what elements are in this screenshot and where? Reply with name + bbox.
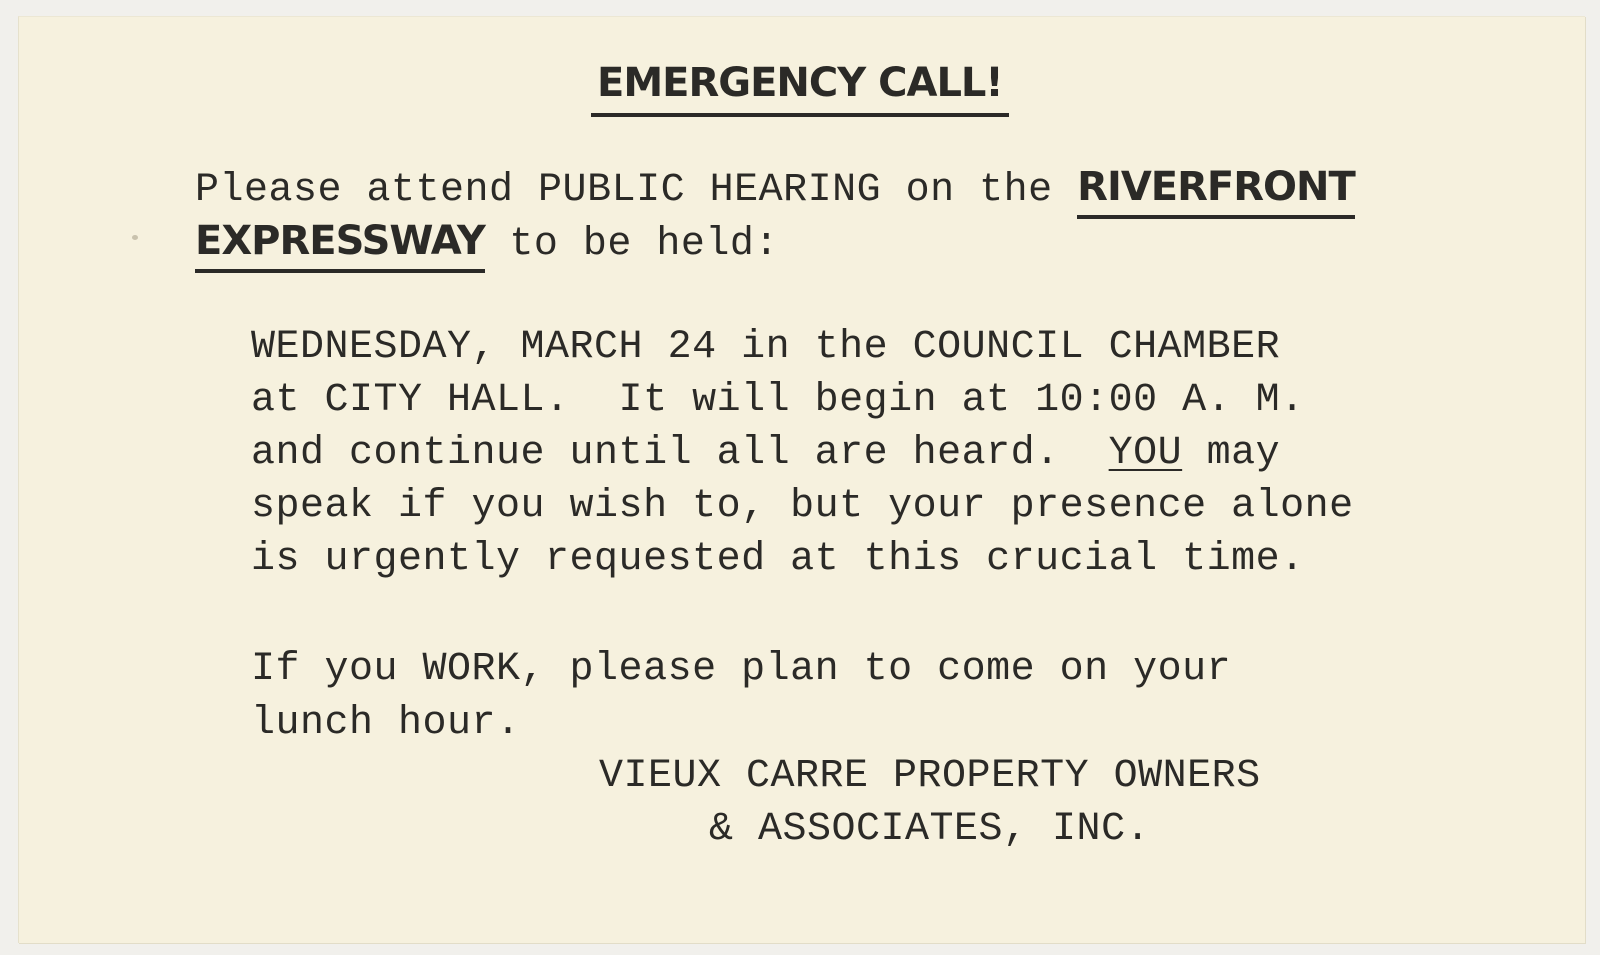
details-line-5: is urgently requested at this crucial time. <box>251 537 1305 582</box>
details-line-1: WEDNESDAY, MARCH 24 in the COUNCIL CHAMBER <box>251 325 1281 370</box>
intro-suffix: to be held: <box>484 222 779 267</box>
details-line-4: speak if you wish to, but your presence alone <box>251 484 1354 529</box>
details-line-3-text: and continue until all are heard. <box>251 431 1109 476</box>
intro-line-1 <box>195 165 1355 219</box>
intro-text: Please attend PUBLIC HEARING on the <box>195 168 1078 213</box>
you-underlined: YOU <box>1108 431 1183 476</box>
work-note-line-1: If you WORK, please plan to come on your <box>251 647 1232 692</box>
notice-card <box>18 16 1585 943</box>
notice-title: EMERGENCY CALL! <box>591 57 1009 117</box>
paper-speck <box>132 235 138 240</box>
expressway-emphasis: EXPRESSWAY <box>195 219 485 273</box>
details-line-3 <box>251 428 1280 480</box>
signature-line-1: VIEUX CARRE PROPERTY OWNERS <box>599 754 1261 799</box>
details-line-2: at CITY HALL. It will begin at 10:00 A. M. <box>251 378 1305 423</box>
work-note-line-2: lunch hour. <box>251 701 521 746</box>
riverfront-emphasis: RIVERFRONT <box>1077 165 1355 219</box>
signature-line-2: & ASSOCIATES, INC. <box>709 807 1151 852</box>
intro-line-2 <box>195 219 779 273</box>
details-line-3-suffix: may <box>1182 431 1281 476</box>
